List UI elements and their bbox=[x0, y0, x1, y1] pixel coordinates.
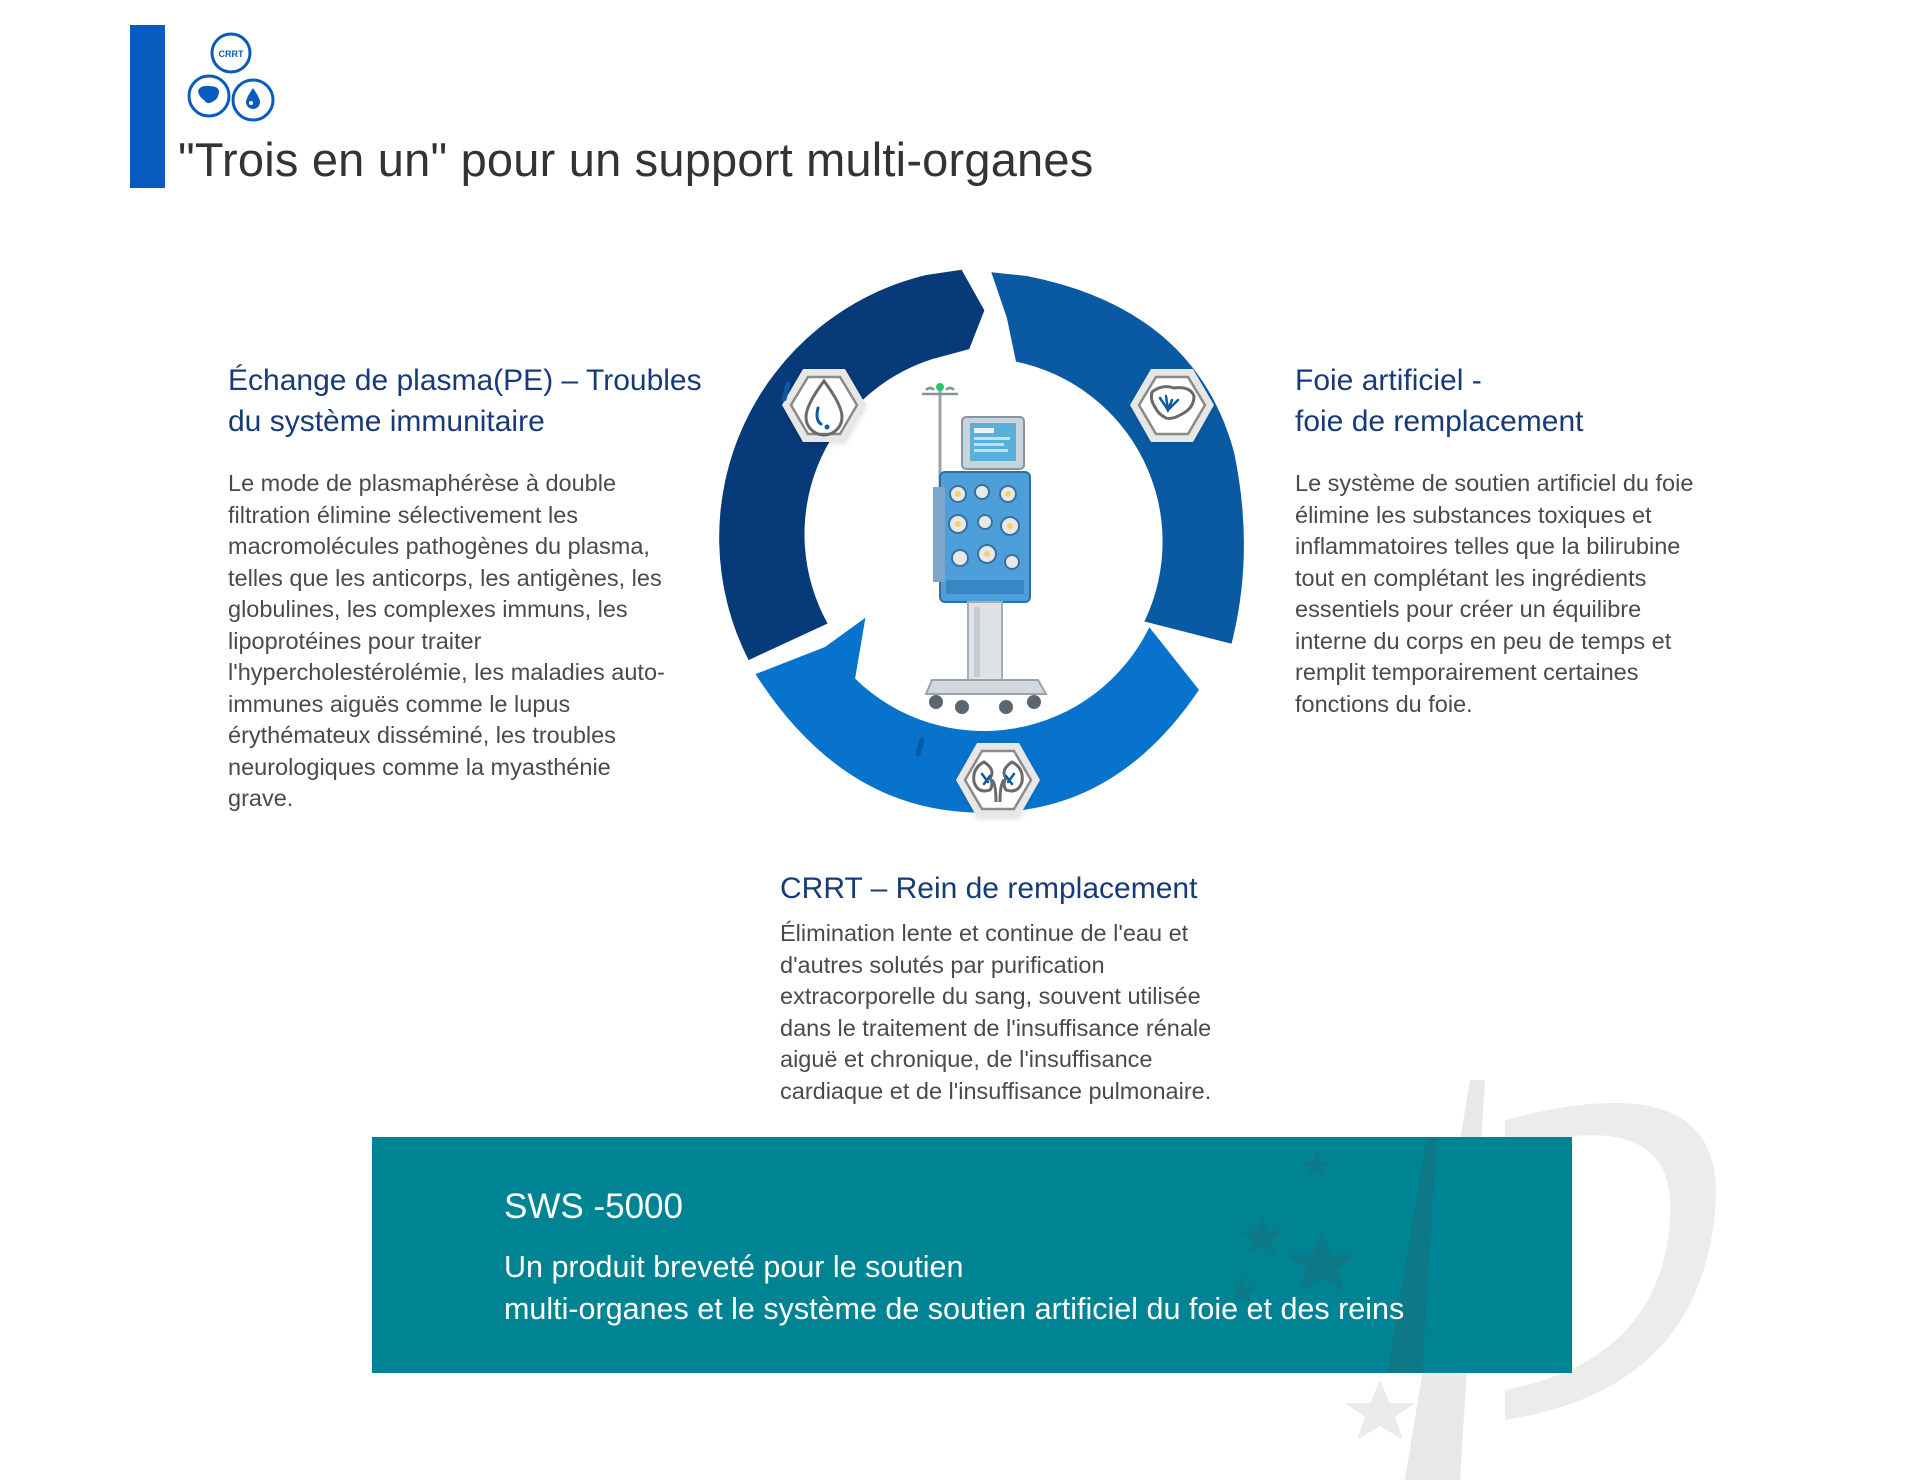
pe-section-title: Échange de plasma(PE) – Troubles du système immunitaire bbox=[228, 364, 702, 438]
sws-5000-machine-image bbox=[922, 383, 1046, 714]
pe-section-body: Le mode de plasmaphérèse à double filtration élimine sélectivement les macromolécules pathogènes du plasma, telles que les anticorps, les antigènes, les globulines, les complexes immuns, les lipoprotéines pour traiter l'hypercholestérolémie, les maladies auto-immunes aiguës comme le lupus érythémateux disséminé, les troubles neurologiques comme la myasthénie grave. bbox=[228, 470, 665, 811]
crrt-section-body: Élimination lente et continue de l'eau et d'autres solutés par purification extracorporelle du sang, souvent utilisée dans le traitement de l'insuffisance rénale aiguë et chronique, de l'insuffisance cardiaque et de l'insuffisance pulmonaire. bbox=[780, 920, 1212, 1104]
liver-section-body: Le système de soutien artificiel du foie élimine les substances toxiques et inflammatoires telles que la bilirubine tout en complétant les ingrédients essentiels pour créer un équilibre interne du corps en peu de temps et remplit temporairement certaines fonctions du foie. bbox=[1295, 470, 1694, 717]
banner-watermark-stars bbox=[1232, 1137, 1572, 1373]
banner-tagline-line2: multi-organes et le système de soutien artificiel du foie et des reins bbox=[504, 1292, 1405, 1326]
page-title: "Trois en un" pour un support multi-organes bbox=[178, 133, 1094, 186]
svg-text:CRRT: CRRT bbox=[218, 49, 244, 59]
three-in-one-cycle-diagram bbox=[700, 262, 1260, 822]
crrt-section-title: CRRT – Rein de remplacement bbox=[780, 872, 1198, 905]
crrt-liver-plasma-logo-icon bbox=[185, 30, 277, 128]
liver-section-title: Foie artificiel - foie de remplacement bbox=[1295, 364, 1584, 438]
header-accent-bar bbox=[130, 25, 165, 188]
product-banner bbox=[372, 1137, 1572, 1373]
banner-tagline-line1: Un produit breveté pour le soutien bbox=[504, 1250, 964, 1284]
banner-model-name: SWS -5000 bbox=[504, 1187, 683, 1226]
